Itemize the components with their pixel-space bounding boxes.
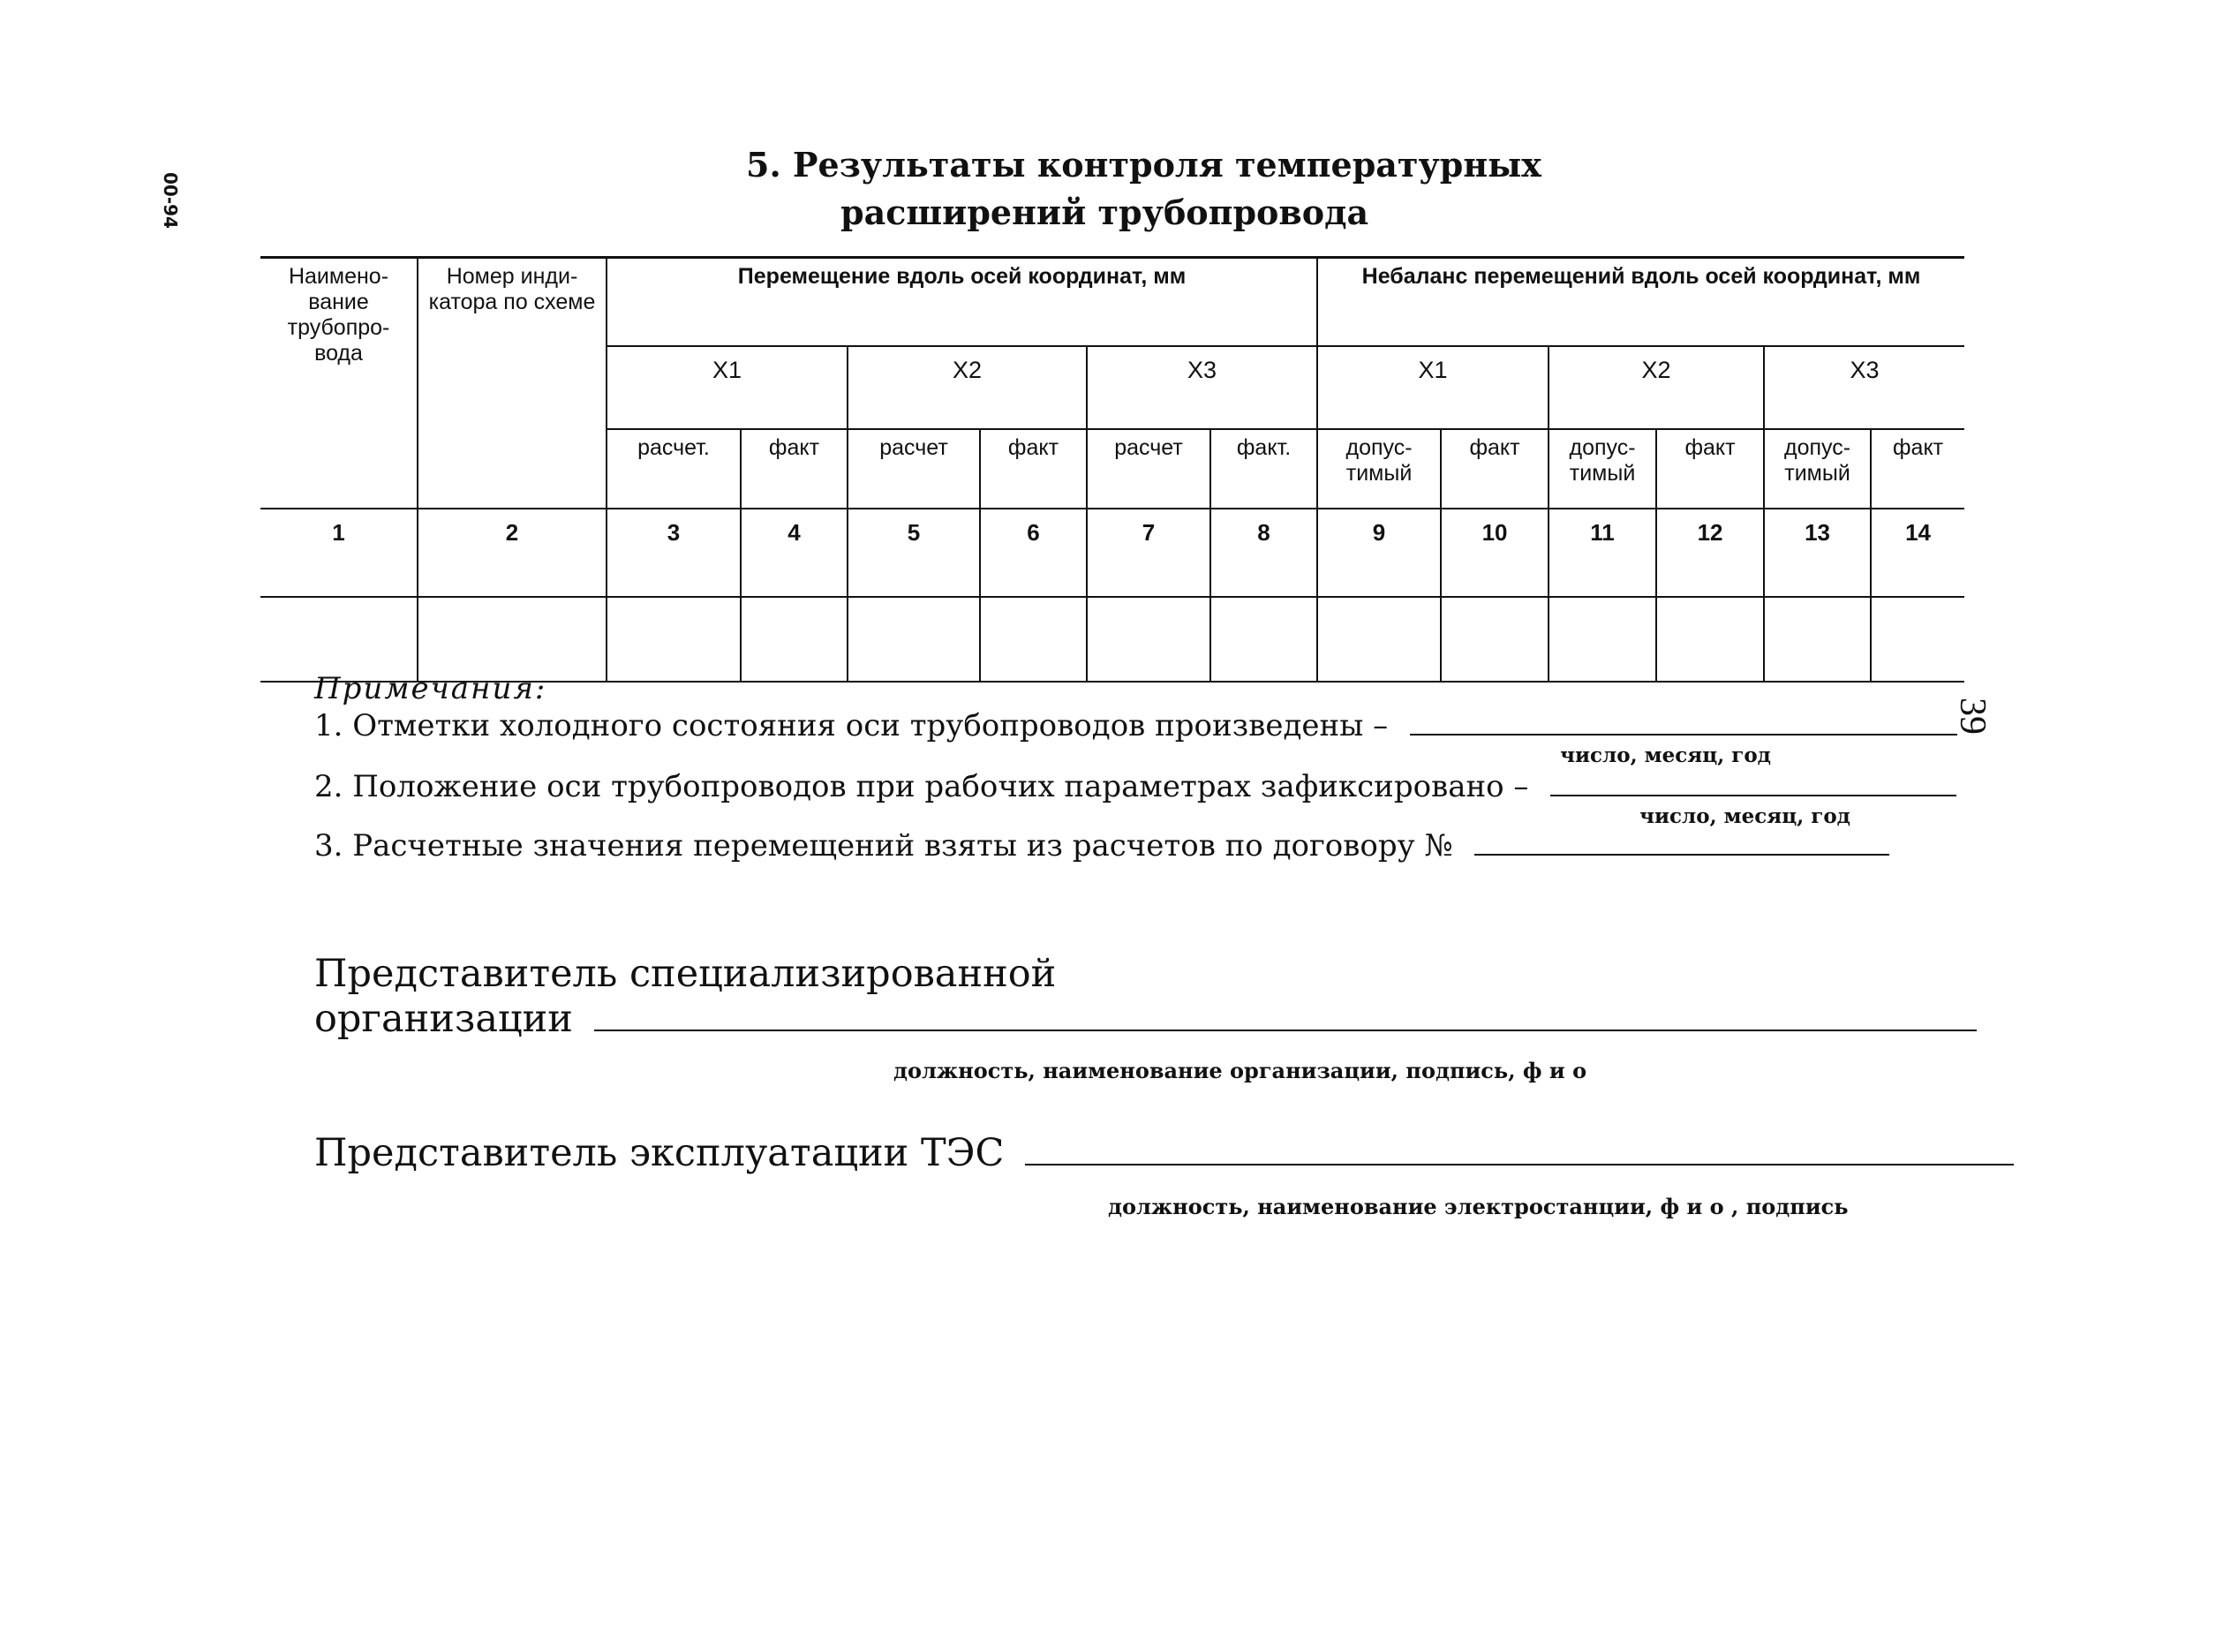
empty-cell <box>741 597 848 682</box>
page-number: 39 <box>1952 698 1993 735</box>
empty-cell <box>260 597 418 682</box>
note-1-date-field[interactable] <box>1410 709 1957 735</box>
empty-data-row <box>260 597 1964 682</box>
org-representative-line-2 <box>314 996 1977 1041</box>
subheader-cell: факт <box>1871 429 1964 509</box>
column-number: 6 <box>980 509 1087 597</box>
axis-header: Х3 <box>1764 346 1964 429</box>
org-representative-label: организации <box>314 997 573 1041</box>
org-representative-field[interactable] <box>594 996 1977 1031</box>
column-number: 2 <box>418 509 607 597</box>
side-code: 00-94 <box>160 172 181 229</box>
empty-cell <box>1656 597 1764 682</box>
note-2 <box>314 769 1965 804</box>
subheader-cell: факт. <box>1210 429 1317 509</box>
note-1 <box>314 708 1965 743</box>
empty-cell <box>418 597 607 682</box>
note-2-date-field[interactable] <box>1550 770 1956 796</box>
column-number: 10 <box>1441 509 1549 597</box>
note-2-caption: число, месяц, год <box>1639 804 1850 828</box>
empty-cell <box>1764 597 1871 682</box>
column-number: 4 <box>741 509 848 597</box>
column-number: 5 <box>848 509 980 597</box>
subheader-cell: допус-тимый <box>1317 429 1441 509</box>
column-number: 8 <box>1210 509 1317 597</box>
subheader-cell: факт <box>1656 429 1764 509</box>
empty-cell <box>1549 597 1656 682</box>
empty-cell <box>1441 597 1549 682</box>
empty-cell <box>1210 597 1317 682</box>
column-number: 14 <box>1871 509 1964 597</box>
col-header-pipeline-name: Наимено-вание трубопро-вода <box>260 258 418 509</box>
results-table <box>260 256 1964 683</box>
org-representative-line-1: Представитель специализированной <box>314 952 1057 996</box>
column-number: 11 <box>1549 509 1656 597</box>
tes-representative <box>314 1130 2014 1175</box>
tes-representative-caption: должность, наименование электростанции, ф и о , подпись <box>1108 1194 1849 1219</box>
note-2-text: 2. Положение оси трубопроводов при рабочих параметрах зафиксировано – <box>314 769 1529 804</box>
subheader-cell: допус-тимый <box>1764 429 1871 509</box>
note-1-caption: число, месяц, год <box>1560 743 1771 767</box>
note-3-contract-field[interactable] <box>1474 829 1889 856</box>
empty-cell <box>980 597 1087 682</box>
notes-section <box>314 671 1965 864</box>
subheader-cell: расчет. <box>607 429 741 509</box>
subheader-cell: факт <box>1441 429 1549 509</box>
header-row-1 <box>260 258 1964 347</box>
title-line-2: расширений трубопровода <box>840 192 1369 232</box>
group-header-imbalance: Небаланс перемещений вдоль осей координат, мм <box>1317 258 1964 347</box>
column-number: 12 <box>1656 509 1764 597</box>
empty-cell <box>1317 597 1441 682</box>
note-3 <box>314 828 1965 864</box>
page-title <box>671 141 1642 237</box>
axis-header: Х1 <box>1317 346 1549 429</box>
subheader-cell: расчет <box>848 429 980 509</box>
empty-cell <box>1087 597 1210 682</box>
column-number: 3 <box>607 509 741 597</box>
tes-representative-field[interactable] <box>1025 1130 2014 1165</box>
subheader-cell: факт <box>741 429 848 509</box>
column-number: 9 <box>1317 509 1441 597</box>
axis-header: Х3 <box>1087 346 1317 429</box>
empty-cell <box>1871 597 1964 682</box>
subheader-cell: расчет <box>1087 429 1210 509</box>
axis-header: Х2 <box>848 346 1087 429</box>
col-header-indicator-number: Номер инди-катора по схеме <box>418 258 607 509</box>
group-header-displacement: Перемещение вдоль осей координат, мм <box>607 258 1317 347</box>
column-number: 1 <box>260 509 418 597</box>
notes-heading: Примечания: <box>314 671 547 706</box>
axis-header: Х2 <box>1549 346 1764 429</box>
note-3-text: 3. Расчетные значения перемещений взяты из расчетов по договору № <box>314 828 1453 864</box>
empty-cell <box>607 597 741 682</box>
subheader-cell: допус-тимый <box>1549 429 1656 509</box>
tes-representative-label: Представитель эксплуатации ТЭС <box>314 1131 1005 1175</box>
axis-header: Х1 <box>607 346 848 429</box>
column-number: 13 <box>1764 509 1871 597</box>
org-representative-caption: должность, наименование организации, подпись, ф и о <box>893 1058 1587 1083</box>
subheader-cell: факт <box>980 429 1087 509</box>
column-number-row <box>260 509 1964 597</box>
note-1-text: 1. Отметки холодного состояния оси трубопроводов произведены – <box>314 708 1389 743</box>
column-number: 7 <box>1087 509 1210 597</box>
empty-cell <box>848 597 980 682</box>
title-line-1: 5. Результаты контроля температурных <box>746 145 1541 185</box>
